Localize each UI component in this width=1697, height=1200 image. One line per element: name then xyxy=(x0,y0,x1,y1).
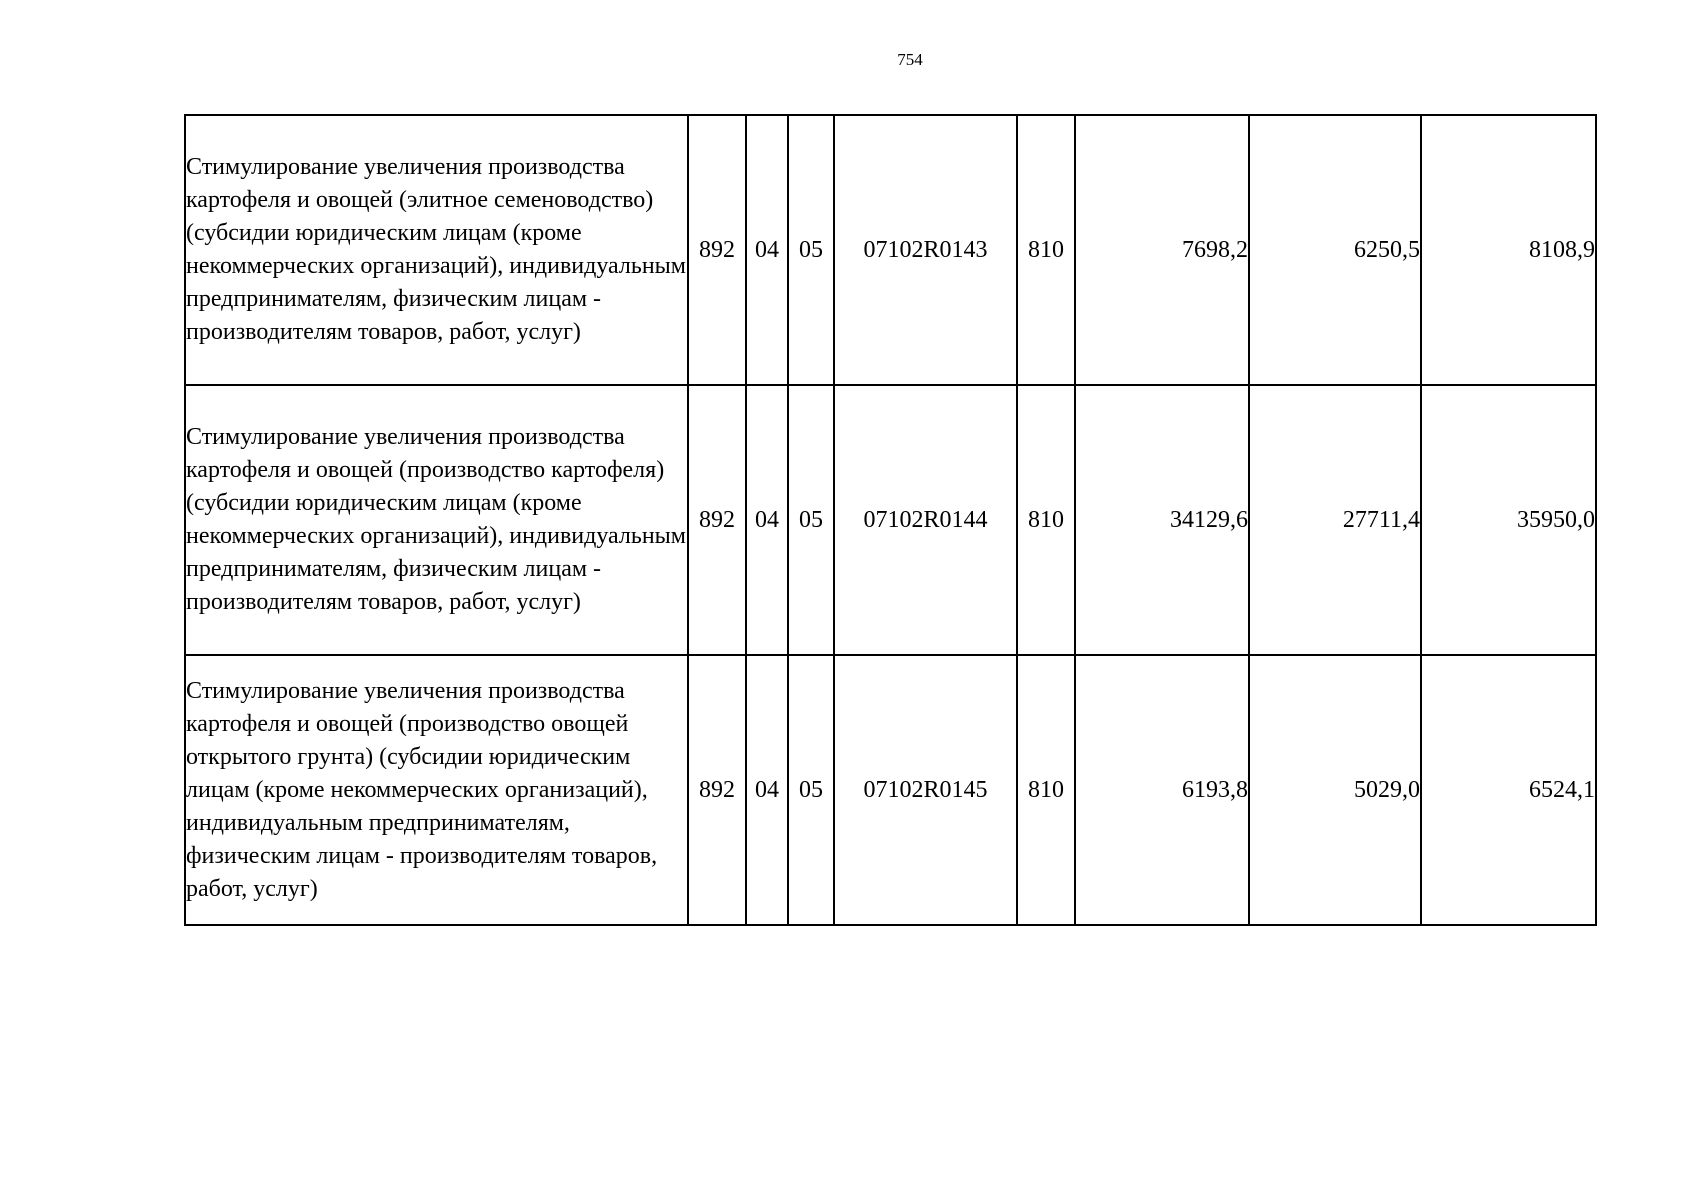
sum-cell-1: 7698,2 xyxy=(1075,115,1249,385)
row-name-cell: Стимулирование увеличения производства картофеля и овощей (элитное семеноводство) (субсидии юридическим лицам (кроме некоммерческих организаций), индивидуальным предпринимателям, физическим лицам - производителям товаров, работ, услуг) xyxy=(185,115,688,385)
budget-table xyxy=(184,114,1597,926)
ministry-code-cell: 892 xyxy=(688,385,746,655)
sum-cell-1: 6193,8 xyxy=(1075,655,1249,925)
sum-cell-1: 34129,6 xyxy=(1075,385,1249,655)
sum-cell-3: 35950,0 xyxy=(1421,385,1596,655)
subsection-code-cell: 05 xyxy=(788,115,834,385)
sum-cell-3: 8108,9 xyxy=(1421,115,1596,385)
subsection-code-cell: 05 xyxy=(788,655,834,925)
section-code-cell: 04 xyxy=(746,655,788,925)
target-article-cell: 07102R0144 xyxy=(834,385,1017,655)
table-row xyxy=(185,115,1596,385)
expense-type-cell: 810 xyxy=(1017,655,1075,925)
page-number: 754 xyxy=(897,50,923,69)
sum-cell-2: 6250,5 xyxy=(1249,115,1421,385)
target-article-cell: 07102R0143 xyxy=(834,115,1017,385)
row-name-cell: Стимулирование увеличения производства картофеля и овощей (производство картофеля) (субсидии юридическим лицам (кроме некоммерческих организаций), индивидуальным предпринимателям, физическим лицам - производителям товаров, работ, услуг) xyxy=(185,385,688,655)
table-row xyxy=(185,385,1596,655)
sum-cell-2: 27711,4 xyxy=(1249,385,1421,655)
target-article-cell: 07102R0145 xyxy=(834,655,1017,925)
section-code-cell: 04 xyxy=(746,115,788,385)
table-row xyxy=(185,655,1596,925)
expense-type-cell: 810 xyxy=(1017,115,1075,385)
ministry-code-cell: 892 xyxy=(688,115,746,385)
sum-cell-2: 5029,0 xyxy=(1249,655,1421,925)
sum-cell-3: 6524,1 xyxy=(1421,655,1596,925)
ministry-code-cell: 892 xyxy=(688,655,746,925)
section-code-cell: 04 xyxy=(746,385,788,655)
subsection-code-cell: 05 xyxy=(788,385,834,655)
expense-type-cell: 810 xyxy=(1017,385,1075,655)
row-name-cell: Стимулирование увеличения производства картофеля и овощей (производство овощей открытого грунта) (субсидии юридическим лицам (кроме некоммерческих организаций), индивидуальным предпринимателям, физическим лицам - производителям товаров, работ, услуг) xyxy=(185,655,688,925)
